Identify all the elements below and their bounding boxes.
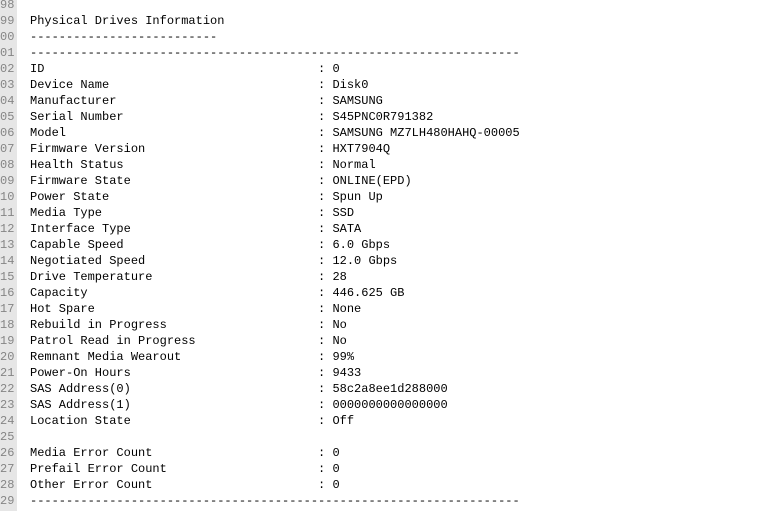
line-number: 06: [0, 126, 15, 140]
field-line: Health Status : Normal: [30, 158, 376, 172]
line-number: 19: [0, 334, 15, 348]
drive-info-lines: [30, 0, 758, 509]
field-line: Media Type : SSD: [30, 206, 355, 220]
field-line: Firmware State : ONLINE(EPD): [30, 174, 412, 188]
line-number: 20: [0, 350, 15, 364]
field-line: Negotiated Speed : 12.0 Gbps: [30, 254, 398, 268]
line-number: 04: [0, 94, 15, 108]
line-number: 23: [0, 398, 15, 412]
line-number-list: [0, 0, 17, 509]
field-line: Manufacturer : SAMSUNG: [30, 94, 383, 108]
field-line: Location State : Off: [30, 414, 355, 428]
field-line: Firmware Version : HXT7904Q: [30, 142, 391, 156]
field-line: ID : 0: [30, 62, 340, 76]
field-line: Patrol Read in Progress : No: [30, 334, 347, 348]
line-number: 07: [0, 142, 15, 156]
field-line: SAS Address(1) : 0000000000000000: [30, 398, 448, 412]
line-number: 08: [0, 158, 15, 172]
line-number: 27: [0, 462, 15, 476]
field-line: Other Error Count : 0: [30, 478, 340, 492]
field-line: Prefail Error Count : 0: [30, 462, 340, 476]
field-line: Capable Speed : 6.0 Gbps: [30, 238, 391, 252]
text-line: [30, 429, 758, 445]
line-number: 26: [0, 446, 15, 460]
line-number: 98: [0, 0, 15, 12]
text-line: --------------------------------------------------------------------: [30, 494, 520, 508]
field-line: Power State : Spun Up: [30, 190, 383, 204]
text-line: --------------------------: [30, 30, 218, 44]
line-number-gutter: [0, 0, 17, 511]
line-number: 29: [0, 494, 15, 508]
line-number: 11: [0, 206, 15, 220]
line-number: 00: [0, 30, 15, 44]
line-number: 02: [0, 62, 15, 76]
field-line: Hot Spare : None: [30, 302, 362, 316]
line-number: 24: [0, 414, 15, 428]
text-line: --------------------------------------------------------------------: [30, 46, 520, 60]
line-number: 16: [0, 286, 15, 300]
line-number: 15: [0, 270, 15, 284]
line-number: 03: [0, 78, 15, 92]
line-number: 14: [0, 254, 15, 268]
field-line: Drive Temperature : 28: [30, 270, 347, 284]
line-number: 09: [0, 174, 15, 188]
field-line: Model : SAMSUNG MZ7LH480HAHQ-00005: [30, 126, 520, 140]
text-line: Physical Drives Information: [30, 14, 225, 28]
field-line: Rebuild in Progress : No: [30, 318, 347, 332]
field-line: Serial Number : S45PNC0R791382: [30, 110, 434, 124]
line-number: 18: [0, 318, 15, 332]
drive-info-text-area: [30, 0, 758, 511]
line-number: 99: [0, 14, 15, 28]
field-line: Interface Type : SATA: [30, 222, 362, 236]
line-number: 22: [0, 382, 15, 396]
field-line: SAS Address(0) : 58c2a8ee1d288000: [30, 382, 448, 396]
field-line: Device Name : Disk0: [30, 78, 369, 92]
field-line: Media Error Count : 0: [30, 446, 340, 460]
field-line: Power-On Hours : 9433: [30, 366, 362, 380]
line-number: 05: [0, 110, 15, 124]
line-number: 17: [0, 302, 15, 316]
line-number: 10: [0, 190, 15, 204]
line-number: 21: [0, 366, 15, 380]
text-line: [30, 0, 758, 13]
line-number: 25: [0, 430, 15, 444]
line-number: 01: [0, 46, 15, 60]
line-number: 12: [0, 222, 15, 236]
line-number: 28: [0, 478, 15, 492]
line-number: 13: [0, 238, 15, 252]
field-line: Remnant Media Wearout : 99%: [30, 350, 355, 364]
field-line: Capacity : 446.625 GB: [30, 286, 405, 300]
